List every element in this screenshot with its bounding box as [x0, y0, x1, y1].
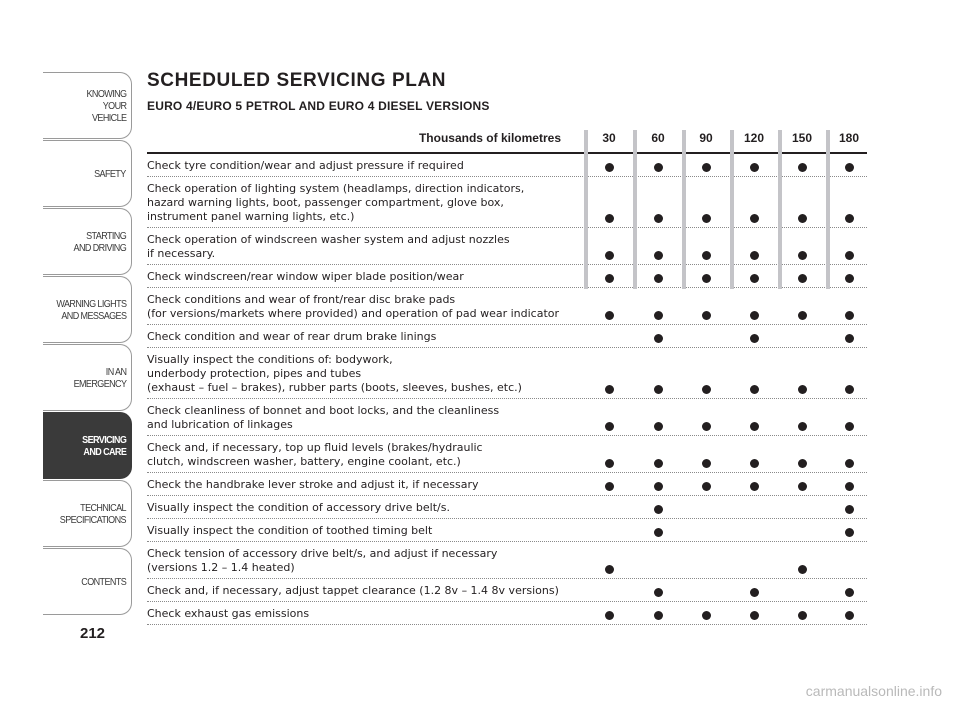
service-check-dot: [845, 214, 854, 223]
service-check-dot: [702, 163, 711, 172]
table-row: [147, 399, 867, 436]
service-check-dot: [654, 588, 663, 597]
tab-label: SAFETY: [94, 167, 126, 180]
service-check-dot: [798, 214, 807, 223]
tab-technical-specifications[interactable]: [43, 480, 132, 547]
tab-label: CONTENTS: [81, 575, 126, 588]
column-divider: [826, 130, 830, 289]
service-check-dot: [654, 482, 663, 491]
tab-label: SERVICING AND CARE: [81, 433, 126, 458]
service-check-dot: [798, 611, 807, 620]
service-check-dot: [845, 274, 854, 283]
interval-header-90: 90: [699, 131, 713, 145]
tab-servicing-and-care[interactable]: [43, 412, 132, 479]
page-title: SCHEDULED SERVICING PLAN: [147, 70, 447, 91]
check-description: Check operation of lighting system (headlamps, direction indicators, hazard warning lights, boot, passenger compartment, glove box, instrument panel warning lights, etc.): [147, 182, 525, 223]
tab-label: TECHNICAL SPECIFICATIONS: [59, 501, 126, 526]
check-description: Check and, if necessary, adjust tappet clearance (1.2 8v – 1.4 8v versions): [147, 584, 559, 597]
service-check-dot: [605, 385, 614, 394]
service-check-dot: [605, 611, 614, 620]
service-check-dot: [845, 588, 854, 597]
table-row: [147, 496, 867, 519]
page-number: 212: [80, 625, 106, 642]
service-check-dot: [654, 505, 663, 514]
service-check-dot: [750, 163, 759, 172]
interval-header-60: 60: [651, 131, 665, 145]
tab-label: IN AN EMERGENCY: [73, 365, 126, 390]
check-description: Check operation of windscreen washer system and adjust nozzles if necessary.: [147, 233, 510, 260]
check-description: Check and, if necessary, top up fluid levels (brakes/hydraulic clutch, windscreen washer, battery, engine coolant, etc.): [147, 441, 483, 468]
check-description: Check conditions and wear of front/rear disc brake pads (for versions/markets where provided) and operation of pad wear indicator: [147, 293, 560, 320]
service-check-dot: [654, 274, 663, 283]
column-divider: [584, 130, 588, 289]
service-check-dot: [798, 385, 807, 394]
service-check-dot: [798, 482, 807, 491]
service-check-dot: [654, 385, 663, 394]
check-description: Visually inspect the condition of toothed timing belt: [147, 524, 433, 537]
service-check-dot: [702, 385, 711, 394]
service-check-dot: [654, 334, 663, 343]
service-check-dot: [750, 251, 759, 260]
table-row: [147, 348, 867, 399]
service-check-dot: [654, 163, 663, 172]
check-description: Check condition and wear of rear drum brake linings: [147, 330, 437, 343]
service-check-dot: [654, 459, 663, 468]
service-check-dot: [845, 385, 854, 394]
service-check-dot: [605, 214, 614, 223]
check-description: Check tension of accessory drive belt/s, and adjust if necessary (versions 1.2 – 1.4 heated): [147, 547, 498, 574]
service-check-dot: [654, 214, 663, 223]
interval-header-30: 30: [602, 131, 616, 145]
watermark-text: carmanualsonline.info: [805, 683, 942, 699]
service-check-dot: [845, 482, 854, 491]
tab-in-an-emergency[interactable]: [43, 344, 132, 411]
chapter-tabs: [43, 72, 132, 616]
check-description: Check windscreen/rear window wiper blade position/wear: [147, 270, 464, 283]
service-check-dot: [845, 251, 854, 260]
service-check-dot: [845, 611, 854, 620]
table-row: [147, 542, 867, 579]
service-check-dot: [798, 163, 807, 172]
table-row: [147, 177, 867, 228]
column-divider: [730, 130, 734, 289]
service-check-dot: [798, 565, 807, 574]
table-row: [147, 602, 867, 625]
table-row: [147, 325, 867, 348]
service-check-dot: [798, 459, 807, 468]
service-check-dot: [702, 251, 711, 260]
tab-knowing-your-vehicle[interactable]: [43, 72, 132, 139]
service-check-dot: [750, 459, 759, 468]
interval-unit-label: Thousands of kilometres: [418, 131, 561, 145]
service-check-dot: [702, 422, 711, 431]
service-check-dot: [702, 611, 711, 620]
interval-header-180: 180: [838, 131, 860, 145]
check-description: Visually inspect the condition of accessory drive belt/s.: [147, 501, 450, 514]
service-check-dot: [750, 214, 759, 223]
column-divider: [682, 130, 686, 289]
service-check-dot: [845, 459, 854, 468]
service-check-dot: [605, 251, 614, 260]
check-description: Check tyre condition/wear and adjust pressure if required: [147, 159, 464, 172]
tab-label: STARTING AND DRIVING: [73, 229, 126, 254]
check-description: Check cleanliness of bonnet and boot locks, and the cleanliness and lubrication of linkages: [147, 404, 500, 431]
interval-header-150: 150: [791, 131, 813, 145]
service-check-dot: [750, 611, 759, 620]
service-check-dot: [654, 311, 663, 320]
table-row: [147, 436, 867, 473]
table-row: [147, 154, 867, 177]
service-check-dot: [845, 311, 854, 320]
service-check-dot: [845, 334, 854, 343]
service-check-dot: [845, 422, 854, 431]
service-check-dot: [750, 274, 759, 283]
table-row: [147, 265, 867, 288]
service-check-dot: [654, 528, 663, 537]
service-check-dot: [702, 311, 711, 320]
service-check-dot: [845, 505, 854, 514]
service-check-dot: [845, 163, 854, 172]
page-subtitle: EURO 4/EURO 5 PETROL AND EURO 4 DIESEL VERSIONS: [147, 99, 490, 113]
tab-safety[interactable]: [43, 140, 132, 207]
service-check-dot: [654, 611, 663, 620]
service-check-dot: [798, 274, 807, 283]
service-check-dot: [702, 459, 711, 468]
servicing-schedule-table: [147, 124, 867, 625]
service-check-dot: [798, 422, 807, 431]
service-check-dot: [654, 422, 663, 431]
column-divider: [778, 130, 782, 289]
tab-warning-lights[interactable]: [43, 276, 132, 343]
service-check-dot: [702, 482, 711, 491]
service-check-dot: [845, 528, 854, 537]
tab-contents[interactable]: [43, 548, 132, 615]
service-check-dot: [702, 214, 711, 223]
service-check-dot: [605, 565, 614, 574]
column-divider: [633, 130, 637, 289]
service-check-dot: [750, 482, 759, 491]
interval-header-120: 120: [743, 131, 765, 145]
service-check-dot: [605, 482, 614, 491]
tab-label: KNOWING YOUR VEHICLE: [86, 87, 126, 124]
service-check-dot: [750, 422, 759, 431]
service-check-dot: [798, 311, 807, 320]
check-description: Check exhaust gas emissions: [147, 607, 310, 620]
table-body: [147, 154, 867, 625]
service-check-dot: [750, 385, 759, 394]
service-check-dot: [702, 274, 711, 283]
service-check-dot: [654, 251, 663, 260]
service-check-dot: [605, 274, 614, 283]
service-check-dot: [798, 251, 807, 260]
table-header-row: [147, 124, 867, 154]
service-check-dot: [750, 588, 759, 597]
table-row: [147, 473, 867, 496]
table-row: [147, 228, 867, 265]
table-row: [147, 288, 867, 325]
service-check-dot: [750, 334, 759, 343]
check-description: Check the handbrake lever stroke and adjust it, if necessary: [147, 478, 479, 491]
service-check-dot: [750, 311, 759, 320]
table-row: [147, 519, 867, 542]
check-description: Visually inspect the conditions of: bodywork, underbody protection, pipes and tubes (exhaust – fuel – brakes), rubber parts (boots, sleeves, bushes, etc.): [147, 353, 522, 394]
service-check-dot: [605, 163, 614, 172]
service-check-dot: [605, 459, 614, 468]
tab-label: WARNING LIGHTS AND MESSAGES: [55, 297, 126, 322]
table-row: [147, 579, 867, 602]
service-check-dot: [605, 311, 614, 320]
tab-starting-and-driving[interactable]: [43, 208, 132, 275]
service-check-dot: [605, 422, 614, 431]
